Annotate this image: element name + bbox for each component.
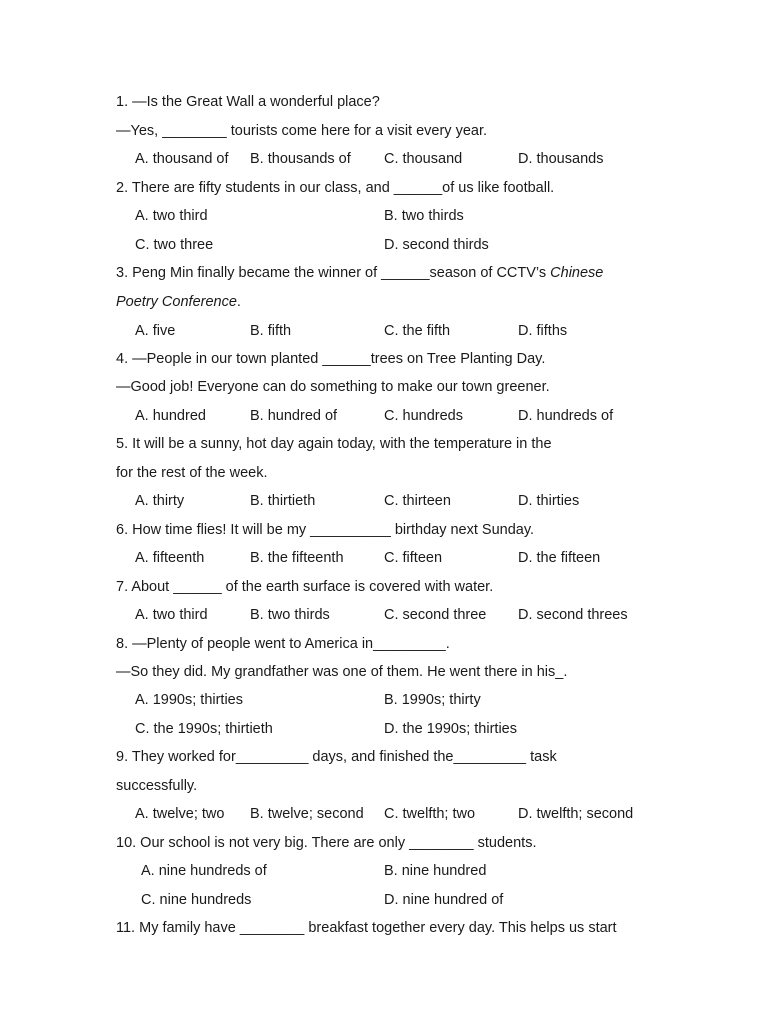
q2-option-c: C. two three [135, 237, 214, 253]
q2-option-a: A. two third [135, 208, 208, 224]
q10-option-c: C. nine hundreds [141, 892, 252, 908]
q6-option-c: C. fifteen [384, 550, 443, 566]
q9-option-b: B. twelve; second [250, 806, 364, 822]
q10-option-b: B. nine hundred [384, 863, 487, 879]
q7-option-b: B. two thirds [250, 607, 330, 623]
q1-option-b: B. thousands of [250, 151, 351, 167]
q5-option-b: B. thirtieth [250, 493, 316, 509]
q8-option-a: A. 1990s; thirties [135, 692, 243, 708]
q4-option-a: A. hundred [135, 408, 206, 424]
q10-option-a: A. nine hundreds of [141, 863, 267, 879]
q4-line2: —Good job! Everyone can do something to make our town greener. [116, 379, 550, 395]
q8-stem: 8. —Plenty of people went to America in_________. [116, 636, 450, 652]
q6-option-d: D. the fifteen [518, 550, 601, 566]
q6-option-a: A. fifteenth [135, 550, 205, 566]
q4-stem: 4. —People in our town planted ______trees on Tree Planting Day. [116, 351, 546, 367]
q8-line2: —So they did. My grandfather was one of them. He went there in his_. [116, 664, 568, 680]
q2-option-d: D. second thirds [384, 237, 489, 253]
q1-stem: 1. —Is the Great Wall a wonderful place? [116, 94, 380, 110]
q1-option-a: A. thousand of [135, 151, 229, 167]
q3-line2-italic: Poetry Conference [116, 294, 237, 310]
q5-line2: for the rest of the week. [116, 465, 268, 481]
q11-stem: 11. My family have ________ breakfast together every day. This helps us start [116, 920, 617, 936]
q4-option-c: C. hundreds [384, 408, 463, 424]
q6-option-b: B. the fifteenth [250, 550, 344, 566]
q9-stem: 9. They worked for_________ days, and finished the_________ task [116, 749, 557, 765]
q8-option-c: C. the 1990s; thirtieth [135, 721, 273, 737]
q3-option-b: B. fifth [250, 323, 292, 339]
q9-option-d: D. twelfth; second [518, 806, 634, 822]
q8-option-b: B. 1990s; thirty [384, 692, 481, 708]
q3-line2-period: . [236, 294, 241, 310]
q5-stem: 5. It will be a sunny, hot day again today, with the temperature in the [116, 436, 552, 452]
q3-stem [116, 266, 603, 281]
q3-option-c: C. the fifth [384, 323, 451, 339]
q5-option-a: A. thirty [135, 493, 185, 509]
q1-option-c: C. thousand [384, 151, 463, 167]
q1-line2: —Yes, ________ tourists come here for a visit every year. [116, 123, 488, 139]
q4-option-b: B. hundred of [250, 408, 338, 424]
q1-option-d: D. thousands [518, 151, 604, 167]
q9-option-a: A. twelve; two [135, 806, 225, 822]
q3-option-d: D. fifths [518, 323, 568, 339]
q7-option-d: D. second threes [518, 607, 628, 623]
q2-stem: 2. There are fifty students in our class, and ______of us like football. [116, 180, 555, 196]
q3-stem-text: 3. Peng Min finally became the winner of ______season of CCTV’s [116, 265, 551, 281]
q9-line2: successfully. [116, 778, 198, 794]
q5-option-d: D. thirties [518, 493, 580, 509]
q3-stem-italic: Chinese [550, 265, 604, 281]
q6-stem: 6. How time flies! It will be my __________ birthday next Sunday. [116, 522, 535, 538]
q7-option-c: C. second three [384, 607, 487, 623]
q7-option-a: A. two third [135, 607, 208, 623]
q4-option-d: D. hundreds of [518, 408, 614, 424]
q10-option-d: D. nine hundred of [384, 892, 504, 908]
q10-stem: 10. Our school is not very big. There are only ________ students. [116, 835, 537, 851]
q7-stem: 7. About ______ of the earth surface is covered with water. [116, 579, 494, 595]
q5-option-c: C. thirteen [384, 493, 451, 509]
q2-option-b: B. two thirds [384, 208, 464, 224]
q3-option-a: A. five [135, 323, 176, 339]
q3-line2 [116, 295, 241, 310]
q8-option-d: D. the 1990s; thirties [384, 721, 517, 737]
q9-option-c: C. twelfth; two [384, 806, 476, 822]
